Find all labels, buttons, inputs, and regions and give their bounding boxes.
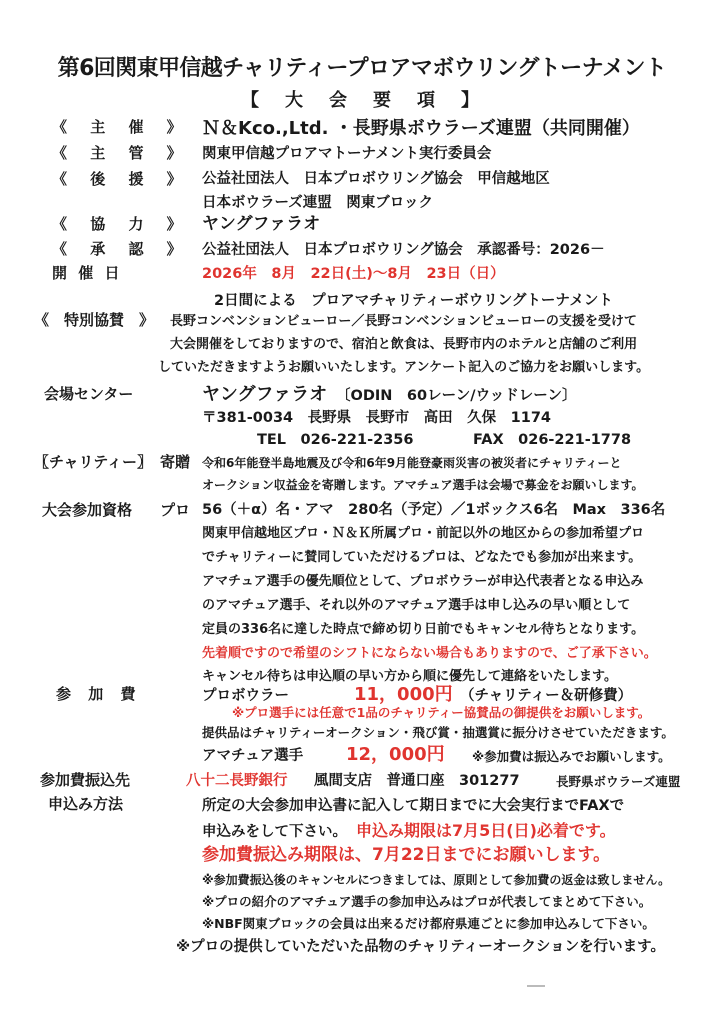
transfer-detail: 風間支店 普通口座 301277 [314,773,520,789]
eligibility-line-1: 56（＋α）名・アマ 280名（予定）／1ボックス6名 Max 336名 [202,502,666,518]
sponsor-line-1: 長野コンベンションビューロー／長野コンベンションビューローの支援を受けて [170,314,637,329]
apply-line-3: 参加費振込み期限は、7月22日までにお願いします。 [202,845,611,865]
eligibility-line-6: 定員の336名に達した時点で締め切り日前でもキャンセル待ちとなります。 [202,622,645,637]
venue-name: ヤングファラオ [202,384,328,405]
transfer-bank: 八十二長野銀行 [186,773,288,789]
fee-ama-note: ※参加費は振込みでお願いします。 [472,749,671,764]
eligibility-line-7: 先着順ですので希望のシフトにならない場合もありますので、ご了承下さい。 [202,646,657,661]
fee-pro-amount: 11，000円 [354,684,453,705]
organizer-label: 《 主 催 》 [52,118,191,136]
support-line-2: 日本ボウラーズ連盟 関東ブロック [202,195,433,211]
support-line-1: 公益社団法人 日本プロボウリング協会 甲信越地区 [202,171,550,187]
eligibility-line-8: キャンセル待ちは申込順の早い方から順に優先して連絡をいたします。 [202,669,617,684]
fee-pro-label: プロボウラー [202,688,289,704]
dates-label: 開 催 日 [52,264,123,282]
fee-prize-note: 提供品はチャリティーオークション・飛び賞・抽選賞に振分けさせていただきます。 [202,725,674,740]
support-label: 《 後 援 》 [52,170,191,188]
sponsor-line-2: 大会開催をしておりますので、宿泊と飲食は、長野市内のホテルと店舗のご利用 [170,337,638,352]
charity-label: 〖チャリティー〗 [34,453,153,471]
apply-line-2b: 申込み期限は7月5日(日)必着です。 [356,821,616,840]
fee-label: 参 加 費 [56,685,142,703]
venue-detail: 〔ODIN 60レーン/ウッドレーン〕 [336,388,577,404]
apply-line-1: 所定の大会参加申込書に記入して期日までに大会実行までFAXで [202,798,625,814]
fee-ama-amount: 12，000円 [346,744,445,765]
approval-label: 《 承 認 》 [52,240,191,258]
dates-value: 2026年 8月 22日(土)～8月 23日（日） [202,266,505,282]
apply-note-1: ※参加費振込後のキャンセルにつきましては、原則として参加費の返金は致しません。 [202,873,671,887]
cooperation-value: ヤングファラオ [202,214,321,234]
apply-note-4: ※プロの提供していただいた品物のチャリティーオークションを行います。 [176,939,665,955]
organizer-value: Ｎ＆Kco.,Ltd. ・長野県ボウラーズ連盟（共同開催） [202,118,640,139]
page-subtitle: 【 大 会 要 項 】 [241,90,483,111]
sponsor-label: 《 特別協賛 》 [34,311,155,329]
venue-tel: TEL 026-221-2356 [257,432,414,448]
apply-label: 申込み方法 [48,795,124,813]
dates-note: 2日間による プロアマチャリティーボウリングトーナメント [214,293,613,309]
transfer-label: 参加費振込先 [40,771,131,789]
eligibility-label: 大会参加資格 [42,501,133,519]
fee-ama-label: アマチュア選手 [202,748,304,764]
apply-note-3: ※NBF関東ブロックの会員は出来るだけ都府県連ごとに参加申込みして下さい。 [202,916,655,931]
eligibility-line-2: 関東甲信越地区プロ・Ｎ＆Ｋ所属プロ・前記以外の地区からの参加希望プロ [202,526,645,541]
fee-pro-note-2: ※プロ選手には任意で1品のチャリティー協賛品の御提供をお願いします。 [232,705,651,720]
venue-fax: FAX 026-221-1778 [473,432,632,448]
approval-value: 公益社団法人 日本プロボウリング協会 承認番号：2026－ [202,242,605,258]
page-title: 第6回関東甲信越チャリティープロアマボウリングトーナメント [57,56,667,81]
venue-address: 〒381-0034 長野県 長野市 高田 久保 1174 [202,410,551,426]
eligibility-line-3: でチャリティーに賛同していただけるプロは、どなたでも参加が出来ます。 [202,550,642,565]
apply-line-2a: 申込みをして下さい。 [202,824,347,840]
charity-line-2: オークション収益金を寄贈します。アマチュア選手は会場で募金をお願いします。 [202,478,644,492]
management-label: 《 主 管 》 [52,144,191,162]
management-value: 関東甲信越プロアマトーナメント実行委員会 [202,146,492,162]
charity-line-1: 令和6年能登半島地震及び令和6年9月能登豪雨災害の被災者にチャリティーと [202,456,622,470]
apply-note-2: ※プロの紹介のアマチュア選手の参加申込みはプロが代表してまとめて下さい。 [202,894,652,909]
fee-pro-note: （チャリティー＆研修費） [460,688,633,704]
cooperation-label: 《 協 力 》 [52,215,191,233]
eligibility-sublabel: プロ [160,501,191,519]
eligibility-line-4: アマチュア選手の優先順位として、プロボウラーが申込代表者となる申込み [202,574,644,589]
scan-mark [527,985,545,987]
venue-label: 会場センター [44,385,134,403]
eligibility-line-5: のアマチュア選手、それ以外のアマチュア選手は申し込みの早い順として [202,598,631,613]
sponsor-line-3: していただきますようお願いいたします。アンケート記入のご協力をお願いします。 [158,360,650,375]
transfer-holder: 長野県ボウラーズ連盟 [556,774,681,789]
charity-sublabel: 寄贈 [160,453,191,471]
